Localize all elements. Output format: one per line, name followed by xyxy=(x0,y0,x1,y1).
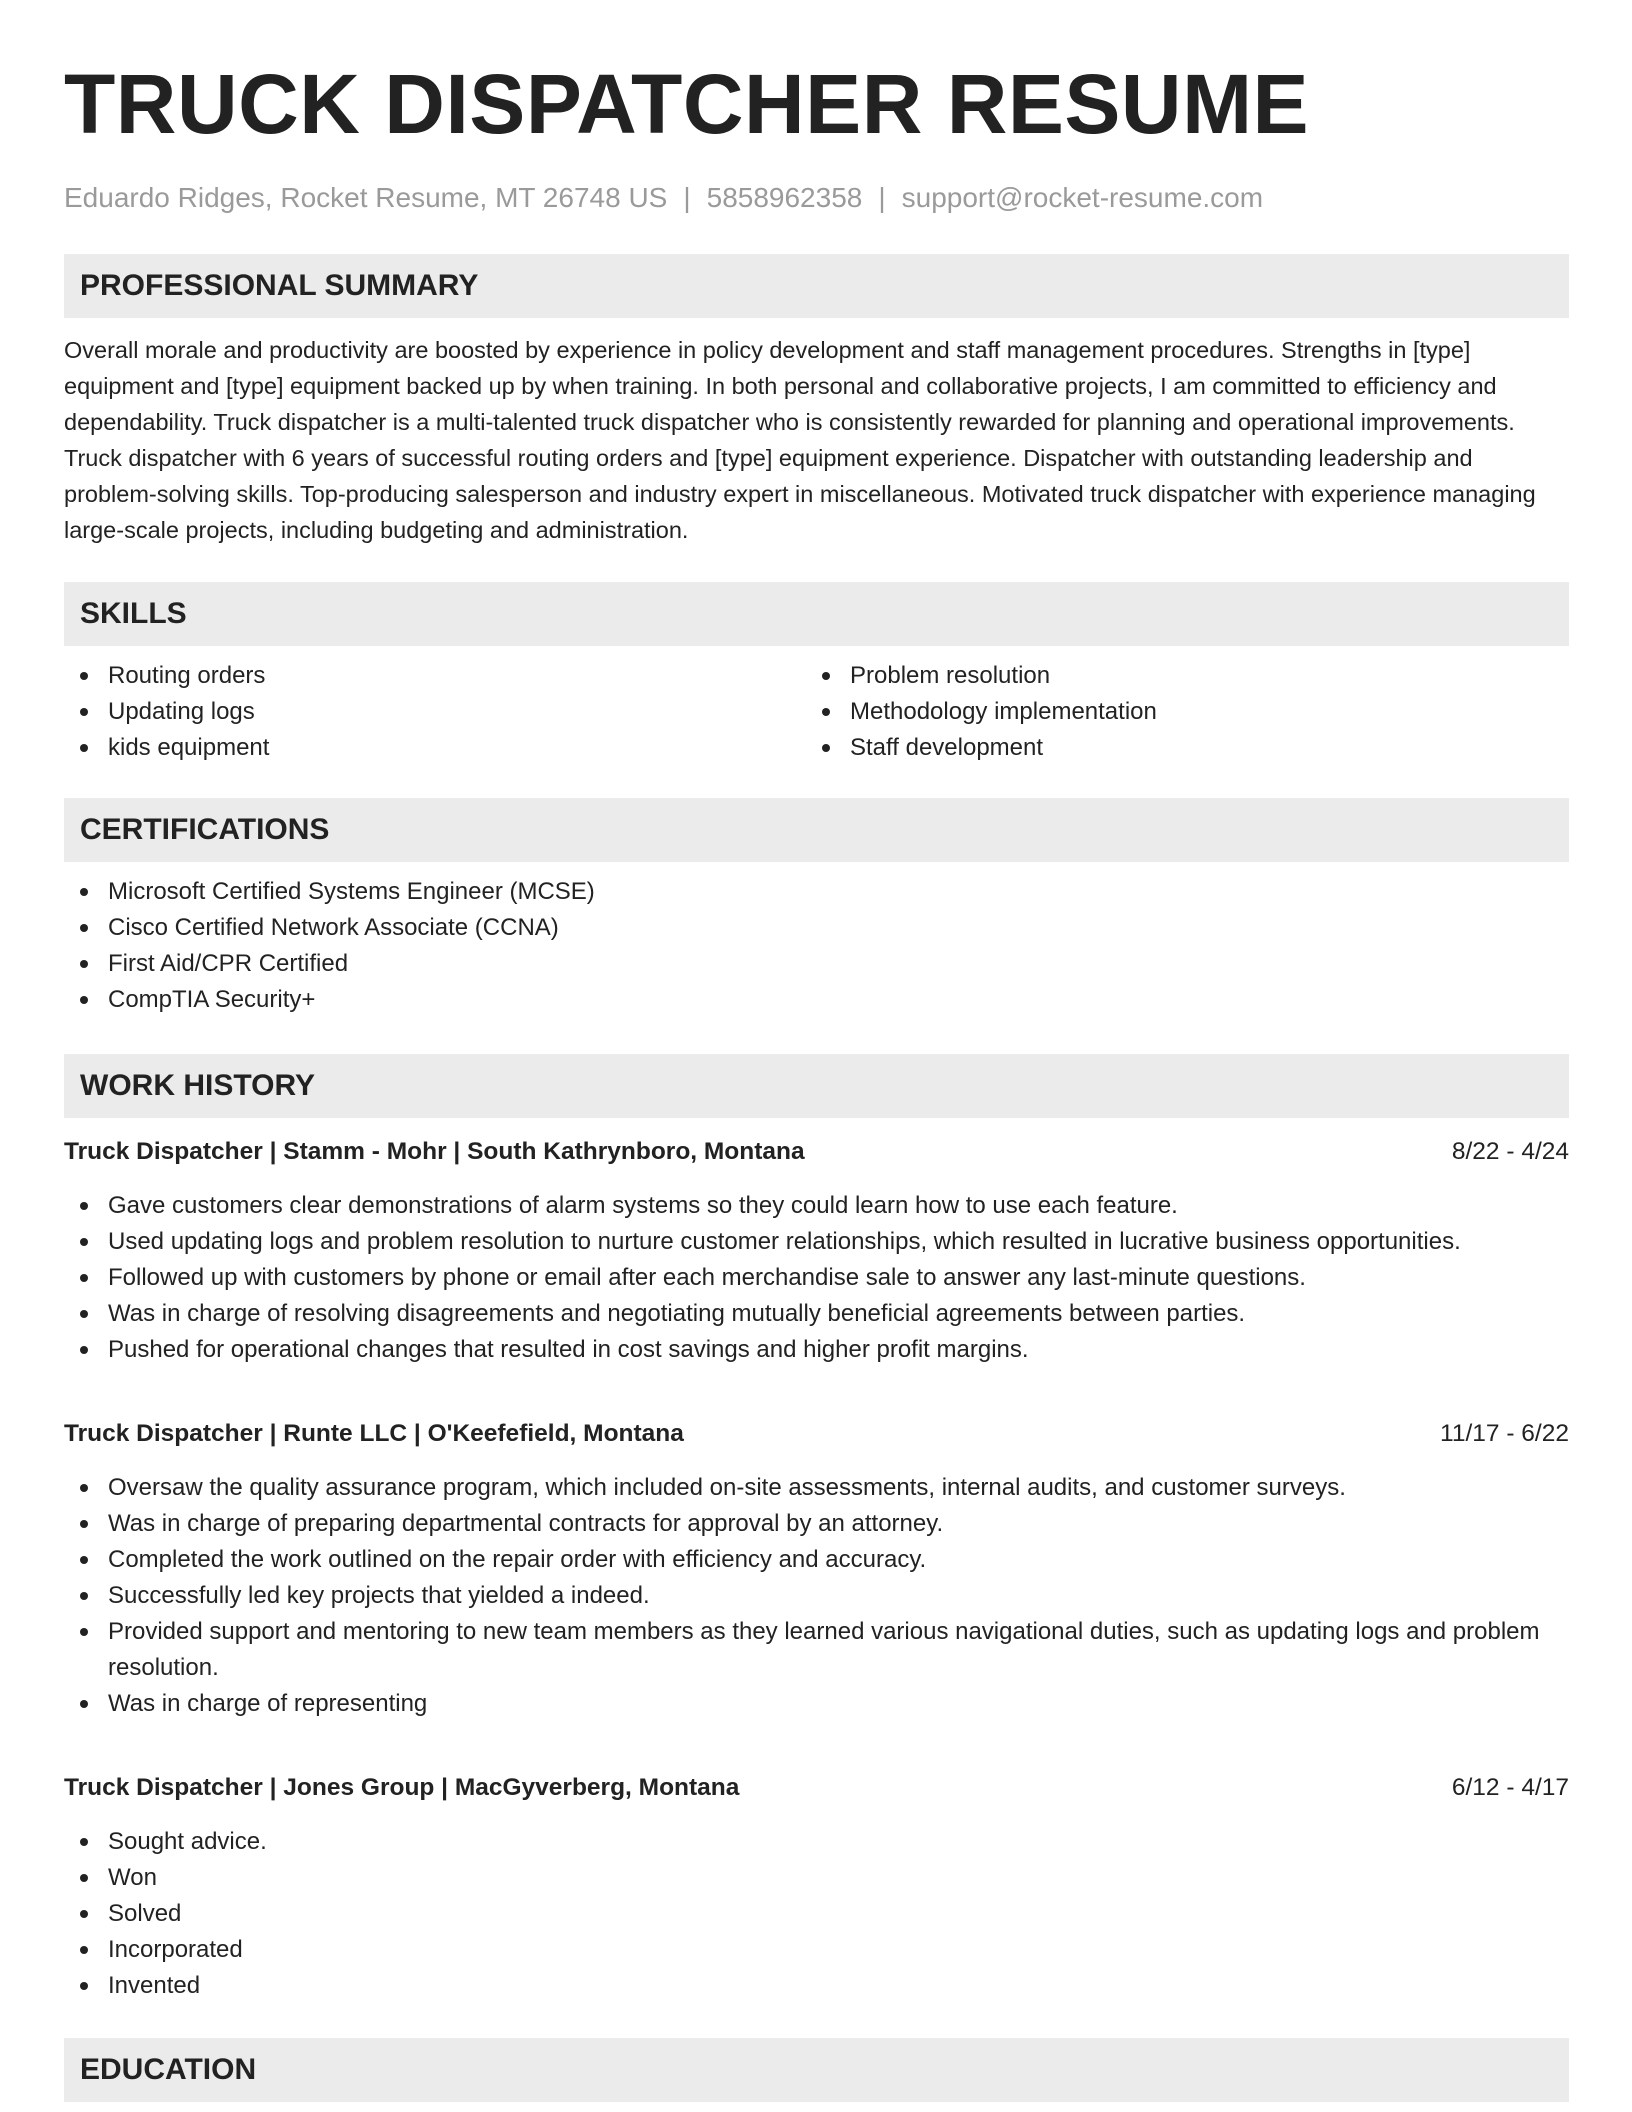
job-header xyxy=(64,1770,1569,1806)
skills-list-right xyxy=(806,658,1548,766)
bullet-icon xyxy=(80,744,88,752)
bullet-icon xyxy=(80,1982,88,1990)
job-bullet: Completed the work outlined on the repair order with efficiency and accuracy. xyxy=(64,1542,1569,1578)
skill-item: kids equipment xyxy=(64,730,806,766)
bullet-icon xyxy=(80,708,88,716)
skill-item: Problem resolution xyxy=(806,658,1548,694)
job-bullet: Used updating logs and problem resolution to nurture customer relationships, which resulted in lucrative business opportunities. xyxy=(64,1224,1569,1260)
certification-item: Cisco Certified Network Associate (CCNA) xyxy=(64,910,1569,946)
job-bullet: Was in charge of representing xyxy=(64,1686,1569,1722)
job-bullets xyxy=(64,1188,1569,1368)
job-bullet: Incorporated xyxy=(64,1932,1569,1968)
bullet-icon xyxy=(80,1910,88,1918)
education-heading: EDUCATION xyxy=(64,2038,1569,2102)
summary-text: Overall morale and productivity are boosted by experience in policy development and staff management procedures. Strengths in [type] equipment and [type] equipment backed up by when training. In both personal and collaborative projects, I am committed to efficiency and dependability. Truck dispatcher is a multi-talented truck dispatcher who is consistently rewarded for planning and operational improvements. Truck dispatcher with 6 years of successful routing orders and [type] equipment experience. Dispatcher with outstanding leadership and problem-solving skills. Top-producing salesperson and industry expert in miscellaneous. Motivated truck dispatcher with experience managing large-scale projects, including budgeting and administration. xyxy=(64,337,1536,543)
job-header xyxy=(64,1134,1569,1170)
certification-item: Microsoft Certified Systems Engineer (MCSE) xyxy=(64,874,1569,910)
bullet-icon xyxy=(80,1520,88,1528)
skills-list-left xyxy=(64,658,806,766)
skills-grid xyxy=(64,658,1569,766)
contact-separator: | xyxy=(683,182,691,213)
job-bullet: Sought advice. xyxy=(64,1824,1569,1860)
bullet-icon xyxy=(80,1484,88,1492)
skill-item: Updating logs xyxy=(64,694,806,730)
skill-item: Staff development xyxy=(806,730,1548,766)
certifications-list xyxy=(64,874,1569,1018)
bullet-icon xyxy=(80,924,88,932)
job-dates: 8/22 - 4/24 xyxy=(1451,1138,1569,1165)
bullet-icon xyxy=(822,708,830,716)
contact-email: support@rocket-resume.com xyxy=(901,182,1264,213)
certifications-heading: CERTIFICATIONS xyxy=(64,798,1569,862)
bullet-icon xyxy=(80,1556,88,1564)
bullet-icon xyxy=(80,1274,88,1282)
skill-item: Methodology implementation xyxy=(806,694,1548,730)
job-title: Truck Dispatcher | Jones Group | MacGyverberg, Montana xyxy=(64,1774,740,1801)
job-bullet: Provided support and mentoring to new team members as they learned various navigational duties, such as updating logs and problem resolution. xyxy=(64,1614,1569,1686)
bullet-icon xyxy=(822,672,830,680)
job-entry xyxy=(64,1770,1569,2004)
job-entry xyxy=(64,1134,1569,1368)
summary-heading: PROFESSIONAL SUMMARY xyxy=(64,254,1569,318)
bullet-icon xyxy=(80,888,88,896)
work-history-heading: WORK HISTORY xyxy=(64,1054,1569,1118)
job-dates: 6/12 - 4/17 xyxy=(1451,1774,1569,1801)
job-bullet: Pushed for operational changes that resulted in cost savings and higher profit margins. xyxy=(64,1332,1569,1368)
certification-item: First Aid/CPR Certified xyxy=(64,946,1569,982)
job-header xyxy=(64,1416,1569,1452)
job-bullet: Solved xyxy=(64,1896,1569,1932)
skill-item: Routing orders xyxy=(64,658,806,694)
certification-item: CompTIA Security+ xyxy=(64,982,1569,1018)
job-entry xyxy=(64,1416,1569,1722)
job-bullet: Gave customers clear demonstrations of alarm systems so they could learn how to use each feature. xyxy=(64,1188,1569,1224)
bullet-icon xyxy=(822,744,830,752)
bullet-icon xyxy=(80,1838,88,1846)
bullet-icon xyxy=(80,960,88,968)
job-title: Truck Dispatcher | Runte LLC | O'Keefefield, Montana xyxy=(64,1420,684,1447)
job-dates: 11/17 - 6/22 xyxy=(1440,1420,1569,1447)
job-bullet: Won xyxy=(64,1860,1569,1896)
contact-phone: 5858962358 xyxy=(706,182,863,213)
bullet-icon xyxy=(80,1346,88,1354)
bullet-icon xyxy=(80,1874,88,1882)
resume-page xyxy=(64,52,1569,2102)
job-bullets xyxy=(64,1470,1569,1722)
document-title: TRUCK DISPATCHER RESUME xyxy=(64,57,1310,151)
job-bullet: Followed up with customers by phone or email after each merchandise sale to answer any last-minute questions. xyxy=(64,1260,1569,1296)
job-bullet: Was in charge of resolving disagreements and negotiating mutually beneficial agreements between parties. xyxy=(64,1296,1569,1332)
contact-line xyxy=(64,180,1569,216)
skills-heading: SKILLS xyxy=(64,582,1569,646)
job-bullets xyxy=(64,1824,1569,2004)
bullet-icon xyxy=(80,1202,88,1210)
job-bullet: Oversaw the quality assurance program, which included on-site assessments, internal audits, and customer surveys. xyxy=(64,1470,1569,1506)
bullet-icon xyxy=(80,996,88,1004)
bullet-icon xyxy=(80,1628,88,1636)
bullet-icon xyxy=(80,1310,88,1318)
bullet-icon xyxy=(80,1238,88,1246)
contact-address: Eduardo Ridges, Rocket Resume, MT 26748 US xyxy=(64,182,668,213)
bullet-icon xyxy=(80,1946,88,1954)
bullet-icon xyxy=(80,1700,88,1708)
job-bullet: Successfully led key projects that yielded a indeed. xyxy=(64,1578,1569,1614)
job-bullet: Was in charge of preparing departmental contracts for approval by an attorney. xyxy=(64,1506,1569,1542)
job-bullet: Invented xyxy=(64,1968,1569,2004)
job-title: Truck Dispatcher | Stamm - Mohr | South Kathrynboro, Montana xyxy=(64,1138,805,1165)
contact-separator: | xyxy=(878,182,886,213)
bullet-icon xyxy=(80,1592,88,1600)
bullet-icon xyxy=(80,672,88,680)
